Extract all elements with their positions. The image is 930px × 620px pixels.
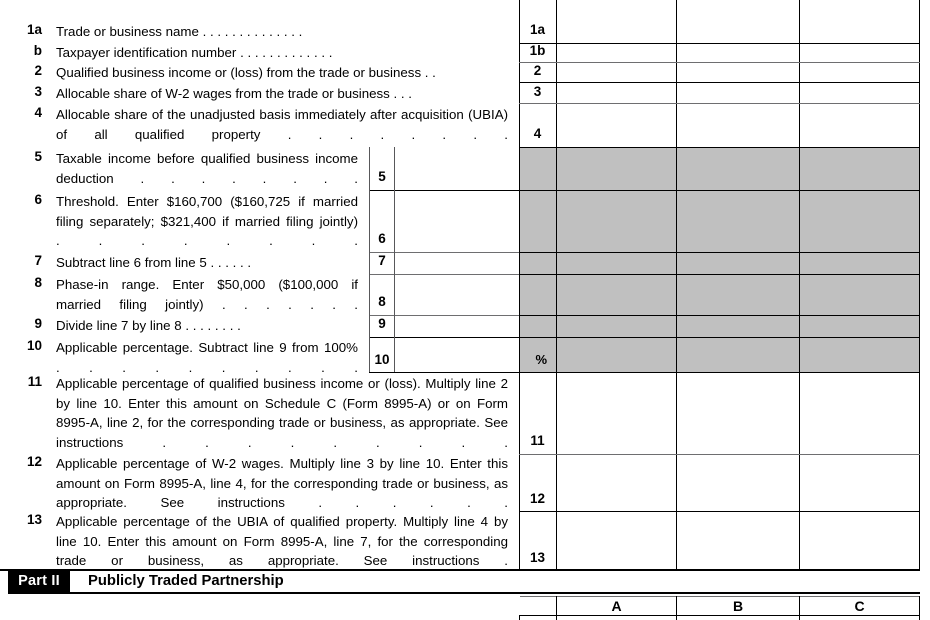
line-number-4: 4 [34,105,42,120]
entry-9-value[interactable] [395,316,556,337]
leader-dots-10: . . . . . . . . . . [56,359,358,375]
shade-hr-5 [519,190,920,191]
line-label-7: Subtract line 6 from line 5 [56,255,207,270]
entry-5-value[interactable] [395,148,556,190]
leader-dots-7: . . . . . . [210,255,252,270]
line-label-12: Applicable percentage of W-2 wages. Multiply line 3 by line 10. Enter this amount on Form 8995-A, line 4, for the corresponding trade or business, as appropriate. See instructions [56,456,508,510]
leader-dots-1b: . . . . . . . . . . . . . [240,45,333,60]
line-label-3: Allocable share of W-2 wages from the trade or business [56,86,390,101]
entry-13-col-b[interactable] [677,512,799,569]
shade-hr-9 [519,337,920,338]
percent-sign-line-10: % [535,352,547,367]
line-text-3 [56,84,508,104]
line-label-2: Qualified business income or (loss) from the trade or business [56,65,422,80]
entry-1b-col-b[interactable] [677,44,799,62]
part-two-hdr-top-rule [520,596,920,597]
line-text-1a [56,22,508,42]
entry-11-col-c[interactable] [800,373,919,454]
box-label-7: 7 [378,253,386,268]
line-label-10: Applicable percentage. Subtract line 9 from 100% [56,340,358,355]
shade-rule-1 [556,148,557,372]
entry-3-col-b[interactable] [677,83,799,103]
part-two-vr-4 [919,596,920,620]
line-text-1b [56,43,508,63]
line-number-3: 3 [34,84,42,99]
shaded-region-lines-5-10 [520,148,919,372]
part-two-col-header-b: B [732,598,744,614]
entry-11-col-a[interactable] [557,373,676,454]
entry-3-col-a[interactable] [557,83,676,103]
part-two-hdr-bottom-rule [519,615,920,616]
box-label-6: 6 [378,231,386,246]
entry-4-col-a[interactable] [557,104,676,147]
line-number-7: 7 [34,253,42,268]
entry-11-col-b[interactable] [677,373,799,454]
line-number-1b: b [33,43,42,58]
line-label-9: Divide line 7 by line 8 [56,318,182,333]
line-text-7 [56,253,358,273]
box-label-5: 5 [378,169,386,184]
part-two-numbox-edge [519,615,520,620]
table-right-edge [919,0,920,570]
line-label-1a: Trade or business name [56,24,199,39]
leader-dots-2: . . [424,65,436,80]
line-number-1a: 1a [26,22,42,37]
part-two-underline [8,592,920,594]
box-label-11: 11 [530,433,545,448]
leader-dots-9: . . . . . . . . [185,318,241,333]
shade-hr-7 [519,274,920,275]
line-number-5: 5 [34,149,42,164]
entry-8-value[interactable] [395,275,556,315]
leader-dots-1a: . . . . . . . . . . . . . . [202,24,303,39]
shade-hr-6 [519,252,920,253]
line-number-6: 6 [34,192,42,207]
box-label-1a: 1a [529,22,546,37]
entry-1a-col-c[interactable] [800,0,919,43]
entry-13-col-a[interactable] [557,512,676,569]
entry-1b-col-c[interactable] [800,44,919,62]
box-label-12: 12 [529,491,546,506]
entry-6-value[interactable] [395,191,556,252]
line-label-5: Taxable income before qualified business income deduction [56,151,358,186]
line-number-9: 9 [34,316,42,331]
leader-dots-6: . . . . . . . . [56,233,358,248]
box-label-9: 9 [378,316,386,331]
line-number-13: 13 [26,512,42,527]
entry-7-value[interactable] [395,253,556,274]
part-two-col-header-c: C [854,598,865,614]
entry-3-col-c[interactable] [800,83,919,103]
line-label-11: Applicable percentage of qualified business income or (loss). Multiply line 2 by line 10. Enter this amount on Schedule C (Form 8995-A) or on Form 8995-A, line 2, for the corresponding trade or business, as appropriate. See instructions [56,376,508,450]
line-label-6: Threshold. Enter $160,700 ($160,725 if married filing separately; $321,400 if married filing jointly) [56,194,358,229]
shade-rule-2 [676,148,677,372]
part-two-label: Part II [8,571,70,592]
line-text-2 [56,63,508,83]
part-two-banner [0,571,920,592]
line-number-2: 2 [34,63,42,78]
box-label-10: 10 [374,352,390,367]
line-text-9 [56,316,358,336]
part-two-col-header-a: A [611,598,622,614]
leader-dots-8: . . . . . . . [221,296,358,312]
box-label-8: 8 [378,294,386,309]
entry-12-col-b[interactable] [677,455,799,511]
box-label-2: 2 [533,63,542,78]
entry-13-col-c[interactable] [800,512,919,569]
entry-1a-col-b[interactable] [677,0,799,43]
box-label-4: 4 [533,126,542,141]
leader-dots-3: . . . [393,86,413,101]
entry-1b-col-a[interactable] [557,44,676,62]
entry-1a-col-a[interactable] [557,0,676,43]
leader-dots-11: . . . . . . . . . [162,434,508,450]
line-label-13: Applicable percentage of the UBIA of qualified property. Multiply line 4 by line 10. Enter this amount on Form 8995-A, line 7, for the corresponding trade or business, as appropriate. See instructions [56,514,508,568]
leader-dots-5: . . . . . . . . [140,170,358,186]
leader-dots-13: . [504,553,508,568]
line-label-8: Phase-in range. Enter $50,000 ($100,000 if married filing jointly) [56,277,358,312]
entry-4-col-c[interactable] [800,104,919,147]
part-two-title: Publicly Traded Partnership [88,573,284,589]
line-number-10: 10 [26,338,42,353]
box-label-1b: 1b [529,43,546,58]
entry-2-col-c[interactable] [800,63,919,82]
shade-rule-3 [799,148,800,372]
entry-4-col-b[interactable] [677,104,799,147]
entry-12-col-a[interactable] [557,455,676,511]
entry-2-col-b[interactable] [677,63,799,82]
leader-dots-12: . . . . . . [318,495,509,510]
line-label-1b: Taxpayer identification number [56,45,237,60]
line-number-8: 8 [34,275,42,290]
line-number-12: 12 [26,454,42,469]
line-label-4: Allocable share of the unadjusted basis immediately after acquisition (UBIA) of all qualified property [56,107,508,142]
box-label-3: 3 [533,84,542,99]
entry-12-col-c[interactable] [800,455,919,511]
line-number-11: 11 [27,374,42,389]
leader-dots-4: . . . . . . . . [287,126,508,142]
shade-hr-8 [519,315,920,316]
entry-2-col-a[interactable] [557,63,676,82]
box-label-13: 13 [529,550,546,565]
